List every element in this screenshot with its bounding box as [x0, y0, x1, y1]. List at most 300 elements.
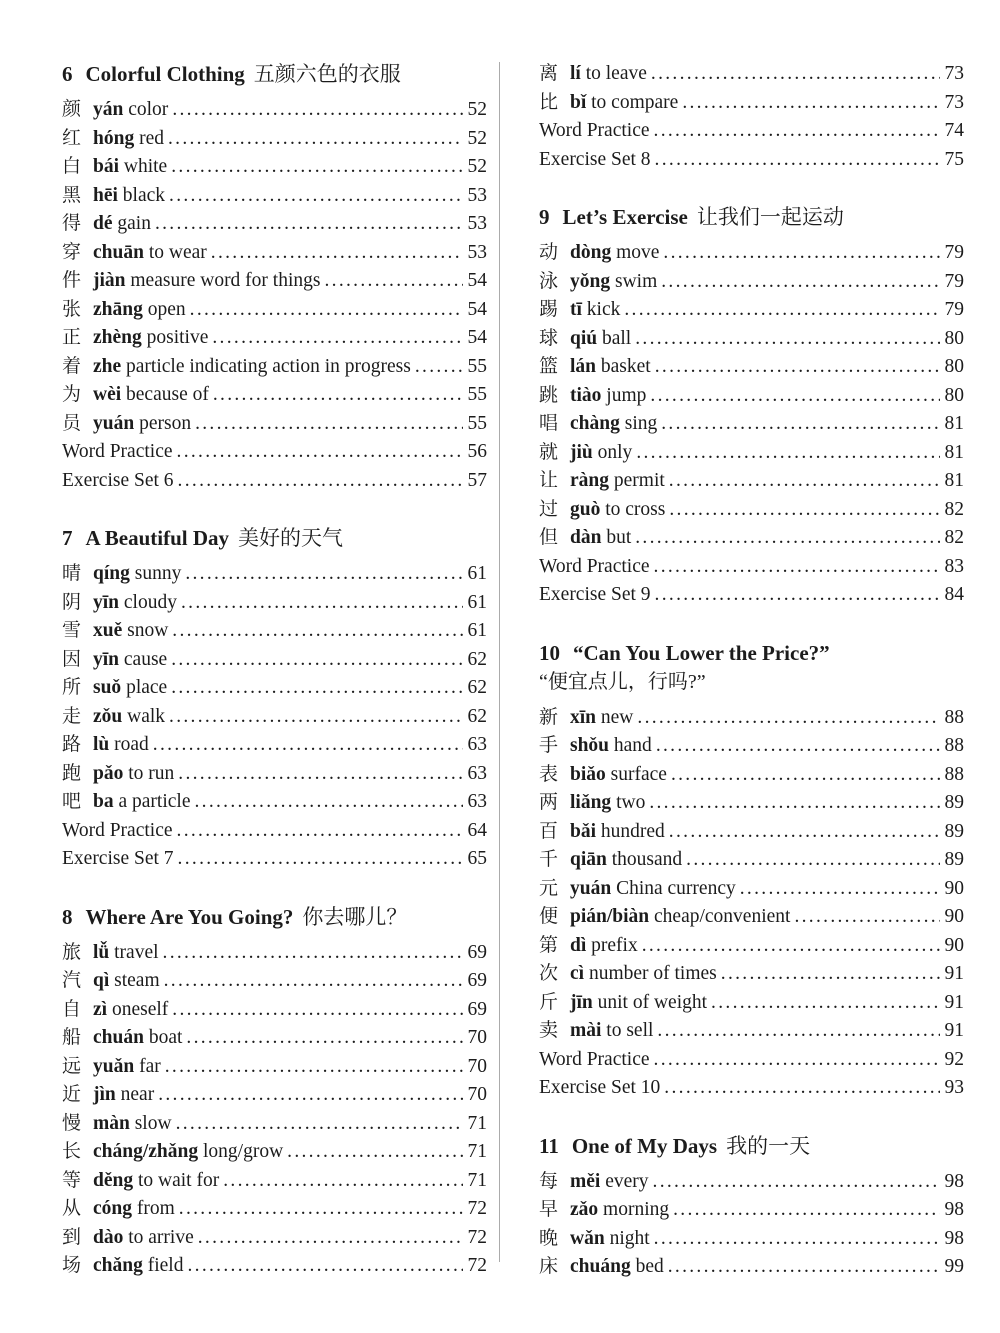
- toc-entry: [539, 732, 964, 761]
- dot-leader: [415, 353, 463, 382]
- entry-text: [539, 581, 651, 610]
- dot-leader: [198, 1224, 463, 1253]
- entry-text: [570, 960, 717, 989]
- gloss: cheap/convenient: [654, 906, 791, 927]
- toc-entry: [539, 89, 964, 118]
- entry-label: Word Practice: [62, 441, 173, 462]
- toc-entry: [62, 96, 487, 125]
- pinyin: ba: [93, 791, 114, 812]
- gloss: open: [147, 298, 186, 320]
- pinyin: cì: [570, 963, 585, 984]
- hanzi-character: 旅: [62, 941, 82, 963]
- pinyin: chuān: [93, 241, 144, 263]
- page-number: 61: [467, 563, 487, 584]
- hanzi-character: 近: [62, 1084, 82, 1105]
- page-number: 72: [467, 1255, 487, 1276]
- gloss: near: [120, 1084, 155, 1105]
- entry-label: Exercise Set 6: [62, 469, 174, 491]
- hanzi-character: 新: [539, 706, 559, 728]
- dot-leader: [740, 875, 940, 904]
- entry-text: [570, 704, 633, 733]
- gloss: road: [114, 734, 149, 755]
- hanzi-character: 球: [539, 327, 559, 349]
- section-title-english: A Beautiful Day: [85, 526, 230, 550]
- pinyin: cháng/zhǎng: [93, 1141, 199, 1162]
- page-number: 52: [467, 156, 487, 177]
- page-number: 55: [467, 412, 487, 434]
- entry-text: [93, 589, 177, 618]
- toc-entry: [539, 1196, 964, 1225]
- pinyin: dì: [570, 934, 587, 956]
- dot-leader: [650, 382, 940, 411]
- toc-entry: [539, 439, 964, 468]
- hanzi-character: 颜: [62, 99, 82, 120]
- dot-leader: [655, 581, 940, 610]
- dot-leader: [669, 818, 940, 847]
- hanzi-character: 斤: [539, 991, 559, 1013]
- gloss: color: [128, 99, 169, 120]
- hanzi-character: 黑: [62, 184, 82, 206]
- pinyin: wǎn: [570, 1227, 605, 1249]
- pinyin: xīn: [570, 706, 597, 728]
- dot-leader: [171, 646, 463, 675]
- pinyin: qíng: [93, 563, 130, 584]
- dot-leader: [673, 1196, 940, 1225]
- entry-text: [570, 439, 632, 468]
- section-title-chinese: 五颜六色的衣服: [253, 62, 401, 86]
- entry-label: Exercise Set 10: [539, 1077, 661, 1098]
- entry-text: [570, 467, 665, 496]
- pinyin: bǐ: [570, 91, 587, 113]
- toc-entry: [539, 704, 964, 733]
- toc-entry: [62, 267, 487, 296]
- gloss: person: [139, 412, 192, 434]
- section-title-english: Where Are You Going?: [85, 904, 294, 929]
- hanzi-character: 吧: [62, 791, 82, 812]
- section-heading-line: [62, 524, 487, 552]
- entry-text: [93, 1167, 219, 1196]
- pinyin: zì: [93, 998, 108, 1020]
- pinyin: děng: [93, 1169, 134, 1191]
- page-number: 74: [944, 120, 964, 141]
- pinyin: qiān: [570, 849, 607, 870]
- gloss: unit of weight: [597, 991, 708, 1013]
- gloss: black: [122, 184, 166, 206]
- dot-leader: [624, 296, 940, 325]
- dot-leader: [654, 553, 940, 582]
- entry-text: [93, 703, 165, 732]
- hanzi-character: 红: [62, 127, 82, 149]
- section-title-english: “Can You Lower the Price?”: [573, 640, 830, 665]
- toc-entry: [539, 1253, 964, 1282]
- page-number: 63: [467, 734, 487, 755]
- hanzi-character: 离: [539, 63, 559, 84]
- column-right: [539, 60, 964, 1282]
- entry-text: [93, 674, 167, 703]
- gloss: thousand: [611, 849, 683, 870]
- toc-entry: [62, 438, 487, 467]
- hanzi-character: 远: [62, 1055, 82, 1077]
- toc-entry: [539, 789, 964, 818]
- pinyin: pián/biàn: [570, 906, 650, 927]
- toc-entry: [539, 296, 964, 325]
- toc-entry: [539, 846, 964, 875]
- entry-text: [93, 410, 191, 439]
- dot-leader: [661, 410, 940, 439]
- pinyin: jiù: [570, 441, 593, 463]
- pinyin: qiú: [570, 327, 598, 349]
- pinyin: zhe: [93, 355, 122, 377]
- page-number: 73: [944, 91, 964, 113]
- pinyin: jìn: [93, 1084, 116, 1105]
- page-number: 80: [944, 384, 964, 406]
- pinyin: chǎng: [93, 1255, 143, 1276]
- entry-text: [570, 268, 657, 297]
- entry-label: Exercise Set 9: [539, 584, 651, 605]
- dot-leader: [653, 1168, 940, 1197]
- pinyin: bái: [93, 156, 120, 177]
- gloss: cause: [123, 648, 168, 670]
- toc-entry: [62, 1053, 487, 1082]
- hanzi-character: 早: [539, 1199, 559, 1220]
- page-number: 80: [944, 327, 964, 349]
- hanzi-character: 唱: [539, 413, 559, 434]
- page-number: 55: [467, 355, 487, 377]
- toc-entry: [539, 353, 964, 382]
- pinyin: dào: [93, 1226, 124, 1248]
- hanzi-character: 得: [62, 213, 82, 234]
- pinyin: tī: [570, 299, 582, 320]
- page-number: 84: [944, 584, 964, 605]
- page-number: 81: [944, 413, 964, 434]
- page-number: 70: [467, 1084, 487, 1105]
- page-number: 71: [467, 1169, 487, 1191]
- entry-text: [570, 732, 652, 761]
- entry-text: [93, 267, 320, 296]
- toc-entry: [62, 410, 487, 439]
- pinyin: jīn: [570, 991, 593, 1013]
- hanzi-character: 到: [62, 1226, 82, 1248]
- dot-leader: [212, 324, 463, 353]
- gloss: white: [123, 156, 168, 177]
- toc-entry: [539, 524, 964, 553]
- gloss: prefix: [591, 934, 638, 956]
- dot-leader: [153, 731, 463, 760]
- pinyin: chuáng: [570, 1256, 631, 1277]
- toc-entry: [62, 788, 487, 817]
- entry-text: [570, 932, 638, 961]
- toc-entry: [62, 182, 487, 211]
- hanzi-character: 两: [539, 792, 559, 813]
- column-left: [62, 60, 487, 1282]
- page-number: 72: [467, 1226, 487, 1248]
- toc-entry: [539, 875, 964, 904]
- dot-leader: [195, 410, 463, 439]
- gloss: ball: [601, 327, 632, 349]
- toc-entry: [62, 703, 487, 732]
- entry-text: [539, 146, 651, 175]
- pinyin: suǒ: [93, 677, 122, 698]
- toc-entry: [539, 761, 964, 790]
- dot-leader: [187, 1252, 463, 1281]
- page-number: 63: [467, 791, 487, 812]
- pinyin: cóng: [93, 1198, 132, 1219]
- hanzi-character: 张: [62, 298, 82, 320]
- entry-text: [93, 1224, 194, 1253]
- page-number: 70: [467, 1055, 487, 1077]
- entry-text: [570, 1253, 664, 1282]
- toc-entry: [62, 674, 487, 703]
- gloss: to sell: [606, 1020, 654, 1041]
- dot-leader: [178, 760, 463, 789]
- page-number: 70: [467, 1027, 487, 1048]
- page-number: 83: [944, 555, 964, 577]
- entry-text: [93, 1252, 183, 1281]
- page-number: 61: [467, 620, 487, 641]
- entry-text: [570, 818, 665, 847]
- dot-leader: [287, 1138, 463, 1167]
- page-number: 98: [944, 1227, 964, 1249]
- page-number: 79: [944, 270, 964, 292]
- hanzi-character: 就: [539, 441, 559, 463]
- hanzi-character: 让: [539, 470, 559, 491]
- toc-entry: [62, 1252, 487, 1281]
- hanzi-character: 手: [539, 735, 559, 756]
- toc-entry: [62, 1195, 487, 1224]
- entry-label: Word Practice: [62, 819, 173, 841]
- page-number: 71: [467, 1141, 487, 1162]
- section-title-english: Let’s Exercise: [562, 205, 688, 229]
- gloss: long/grow: [202, 1141, 284, 1162]
- gloss: number of times: [588, 963, 717, 984]
- hanzi-character: 着: [62, 355, 82, 377]
- pinyin: hēi: [93, 184, 118, 206]
- pinyin: tiào: [570, 384, 602, 406]
- hanzi-character: 每: [539, 1170, 559, 1192]
- section-title-english: Colorful Clothing: [85, 62, 245, 86]
- page-number: 90: [944, 934, 964, 956]
- toc-entry: [62, 125, 487, 154]
- hanzi-character: 踢: [539, 299, 559, 320]
- dot-leader: [655, 146, 940, 175]
- page-number: 62: [467, 705, 487, 727]
- page-number: 71: [467, 1112, 487, 1134]
- hanzi-character: 白: [62, 156, 82, 177]
- gloss: new: [600, 706, 634, 728]
- toc-entry: [62, 1024, 487, 1053]
- pinyin: yǒng: [570, 270, 611, 292]
- entry-text: [570, 1225, 650, 1254]
- gloss: bed: [635, 1256, 664, 1277]
- pinyin: dòng: [570, 242, 612, 263]
- entry-text: [570, 989, 707, 1018]
- section-number: 9: [539, 205, 550, 229]
- page-number: 72: [467, 1198, 487, 1219]
- entry-text: [93, 939, 159, 968]
- gloss: but: [606, 527, 632, 548]
- gloss: place: [126, 677, 168, 698]
- toc-entry: [539, 325, 964, 354]
- hanzi-character: 自: [62, 998, 82, 1020]
- entry-text: [93, 1081, 154, 1110]
- page-number: 69: [467, 970, 487, 991]
- gloss: to leave: [585, 63, 647, 84]
- section-number: 11: [539, 1133, 559, 1158]
- hanzi-character: 路: [62, 734, 82, 755]
- pinyin: guò: [570, 498, 601, 520]
- toc-entry: [62, 1081, 487, 1110]
- entry-text: [93, 996, 168, 1025]
- gloss: far: [139, 1055, 161, 1077]
- gloss: move: [616, 242, 660, 263]
- dot-leader: [654, 117, 940, 146]
- entry-text: [570, 89, 678, 118]
- page-number: 75: [944, 148, 964, 170]
- page-number: 79: [944, 299, 964, 320]
- entry-text: [570, 353, 651, 382]
- pinyin: yuǎn: [93, 1055, 135, 1077]
- dot-leader: [176, 1110, 463, 1139]
- page-number: 64: [467, 819, 487, 841]
- toc-entry: [62, 324, 487, 353]
- page-number: 89: [944, 792, 964, 813]
- entry-text: [93, 125, 164, 154]
- dot-leader: [179, 1195, 463, 1224]
- pinyin: biǎo: [570, 763, 606, 785]
- entry-text: [93, 324, 208, 353]
- entry-text: [93, 381, 209, 410]
- toc-entry: [62, 817, 487, 846]
- gloss: night: [609, 1227, 650, 1249]
- gloss: from: [136, 1198, 175, 1219]
- entry-text: [93, 153, 167, 182]
- gloss: snow: [127, 620, 169, 641]
- entry-text: [93, 1138, 283, 1167]
- dot-leader: [186, 1024, 463, 1053]
- section-number: 8: [62, 904, 73, 929]
- pinyin: màn: [93, 1112, 130, 1134]
- toc-entry: [539, 496, 964, 525]
- pinyin: dé: [93, 213, 113, 234]
- dot-leader: [223, 1167, 463, 1196]
- gloss: hand: [613, 735, 652, 756]
- gloss: morning: [603, 1199, 670, 1220]
- dot-leader: [635, 325, 940, 354]
- page-number: 81: [944, 470, 964, 491]
- toc-entry: [539, 410, 964, 439]
- entry-text: [539, 1074, 660, 1103]
- toc-entry: [62, 296, 487, 325]
- entry-text: [93, 1024, 182, 1053]
- page-number: 53: [467, 213, 487, 234]
- page-number: 88: [944, 763, 964, 785]
- toc-entry: [539, 932, 964, 961]
- pinyin: wèi: [93, 384, 122, 405]
- entry-text: [62, 845, 174, 874]
- entry-text: [93, 182, 165, 211]
- dot-leader: [169, 182, 463, 211]
- toc-entry: [539, 382, 964, 411]
- pinyin: liǎng: [570, 792, 612, 813]
- gloss: field: [147, 1255, 184, 1276]
- toc-entry: [62, 617, 487, 646]
- dot-leader: [649, 789, 940, 818]
- dot-leader: [669, 496, 940, 525]
- hanzi-character: 件: [62, 270, 82, 291]
- toc-entry: [539, 146, 964, 175]
- dot-leader: [158, 1081, 463, 1110]
- hanzi-character: 正: [62, 327, 82, 348]
- dot-leader: [654, 1046, 940, 1075]
- hanzi-character: 汽: [62, 970, 82, 991]
- gloss: every: [605, 1170, 649, 1192]
- section-heading: [62, 524, 487, 552]
- toc-entry: [539, 268, 964, 297]
- hanzi-character: 百: [539, 820, 559, 842]
- toc-entry: [62, 996, 487, 1025]
- dot-leader: [181, 589, 463, 618]
- toc-entry: [62, 1224, 487, 1253]
- section-title-chinese: 美好的天气: [238, 526, 344, 550]
- toc-entry: [62, 560, 487, 589]
- toc-entry: [62, 589, 487, 618]
- dot-leader: [324, 267, 463, 296]
- page-number: 69: [467, 998, 487, 1020]
- dot-leader: [656, 732, 940, 761]
- gloss: swim: [614, 270, 658, 292]
- page-number: 89: [944, 820, 964, 842]
- column-divider: [499, 62, 500, 1262]
- entry-label: Word Practice: [539, 1048, 650, 1070]
- entry-text: [570, 846, 682, 875]
- toc-entry: [539, 1225, 964, 1254]
- page-number: 63: [467, 762, 487, 784]
- entry-text: [570, 296, 620, 325]
- gloss: to cross: [605, 498, 666, 520]
- toc-entry: [62, 353, 487, 382]
- dot-leader: [711, 989, 940, 1018]
- gloss: walk: [127, 705, 166, 727]
- dot-leader: [655, 353, 940, 382]
- hanzi-character: 千: [539, 849, 559, 870]
- dot-leader: [171, 674, 463, 703]
- hanzi-character: 便: [539, 906, 559, 927]
- pinyin: yuán: [570, 877, 612, 899]
- page-number: 54: [467, 327, 487, 348]
- pinyin: yán: [93, 99, 124, 120]
- hanzi-character: 阴: [62, 591, 82, 613]
- gloss: cloudy: [123, 591, 177, 613]
- dot-leader: [661, 268, 940, 297]
- entry-text: [93, 967, 160, 996]
- toc-entry: [62, 467, 487, 496]
- toc-entry: [62, 845, 487, 874]
- page-number: 73: [944, 63, 964, 84]
- hanzi-character: 船: [62, 1027, 82, 1048]
- toc-entry: [539, 1017, 964, 1046]
- page-number: 82: [944, 527, 964, 548]
- dot-leader: [663, 239, 940, 268]
- entry-label: Exercise Set 7: [62, 848, 174, 869]
- pinyin: yīn: [93, 648, 120, 670]
- page-number: 92: [944, 1048, 964, 1070]
- dot-leader: [172, 96, 463, 125]
- section-title-chinese: 你去哪儿？: [302, 904, 408, 929]
- section-heading-line: [539, 639, 964, 667]
- entry-text: [93, 296, 186, 325]
- page-number: 62: [467, 648, 487, 670]
- entry-text: [93, 617, 168, 646]
